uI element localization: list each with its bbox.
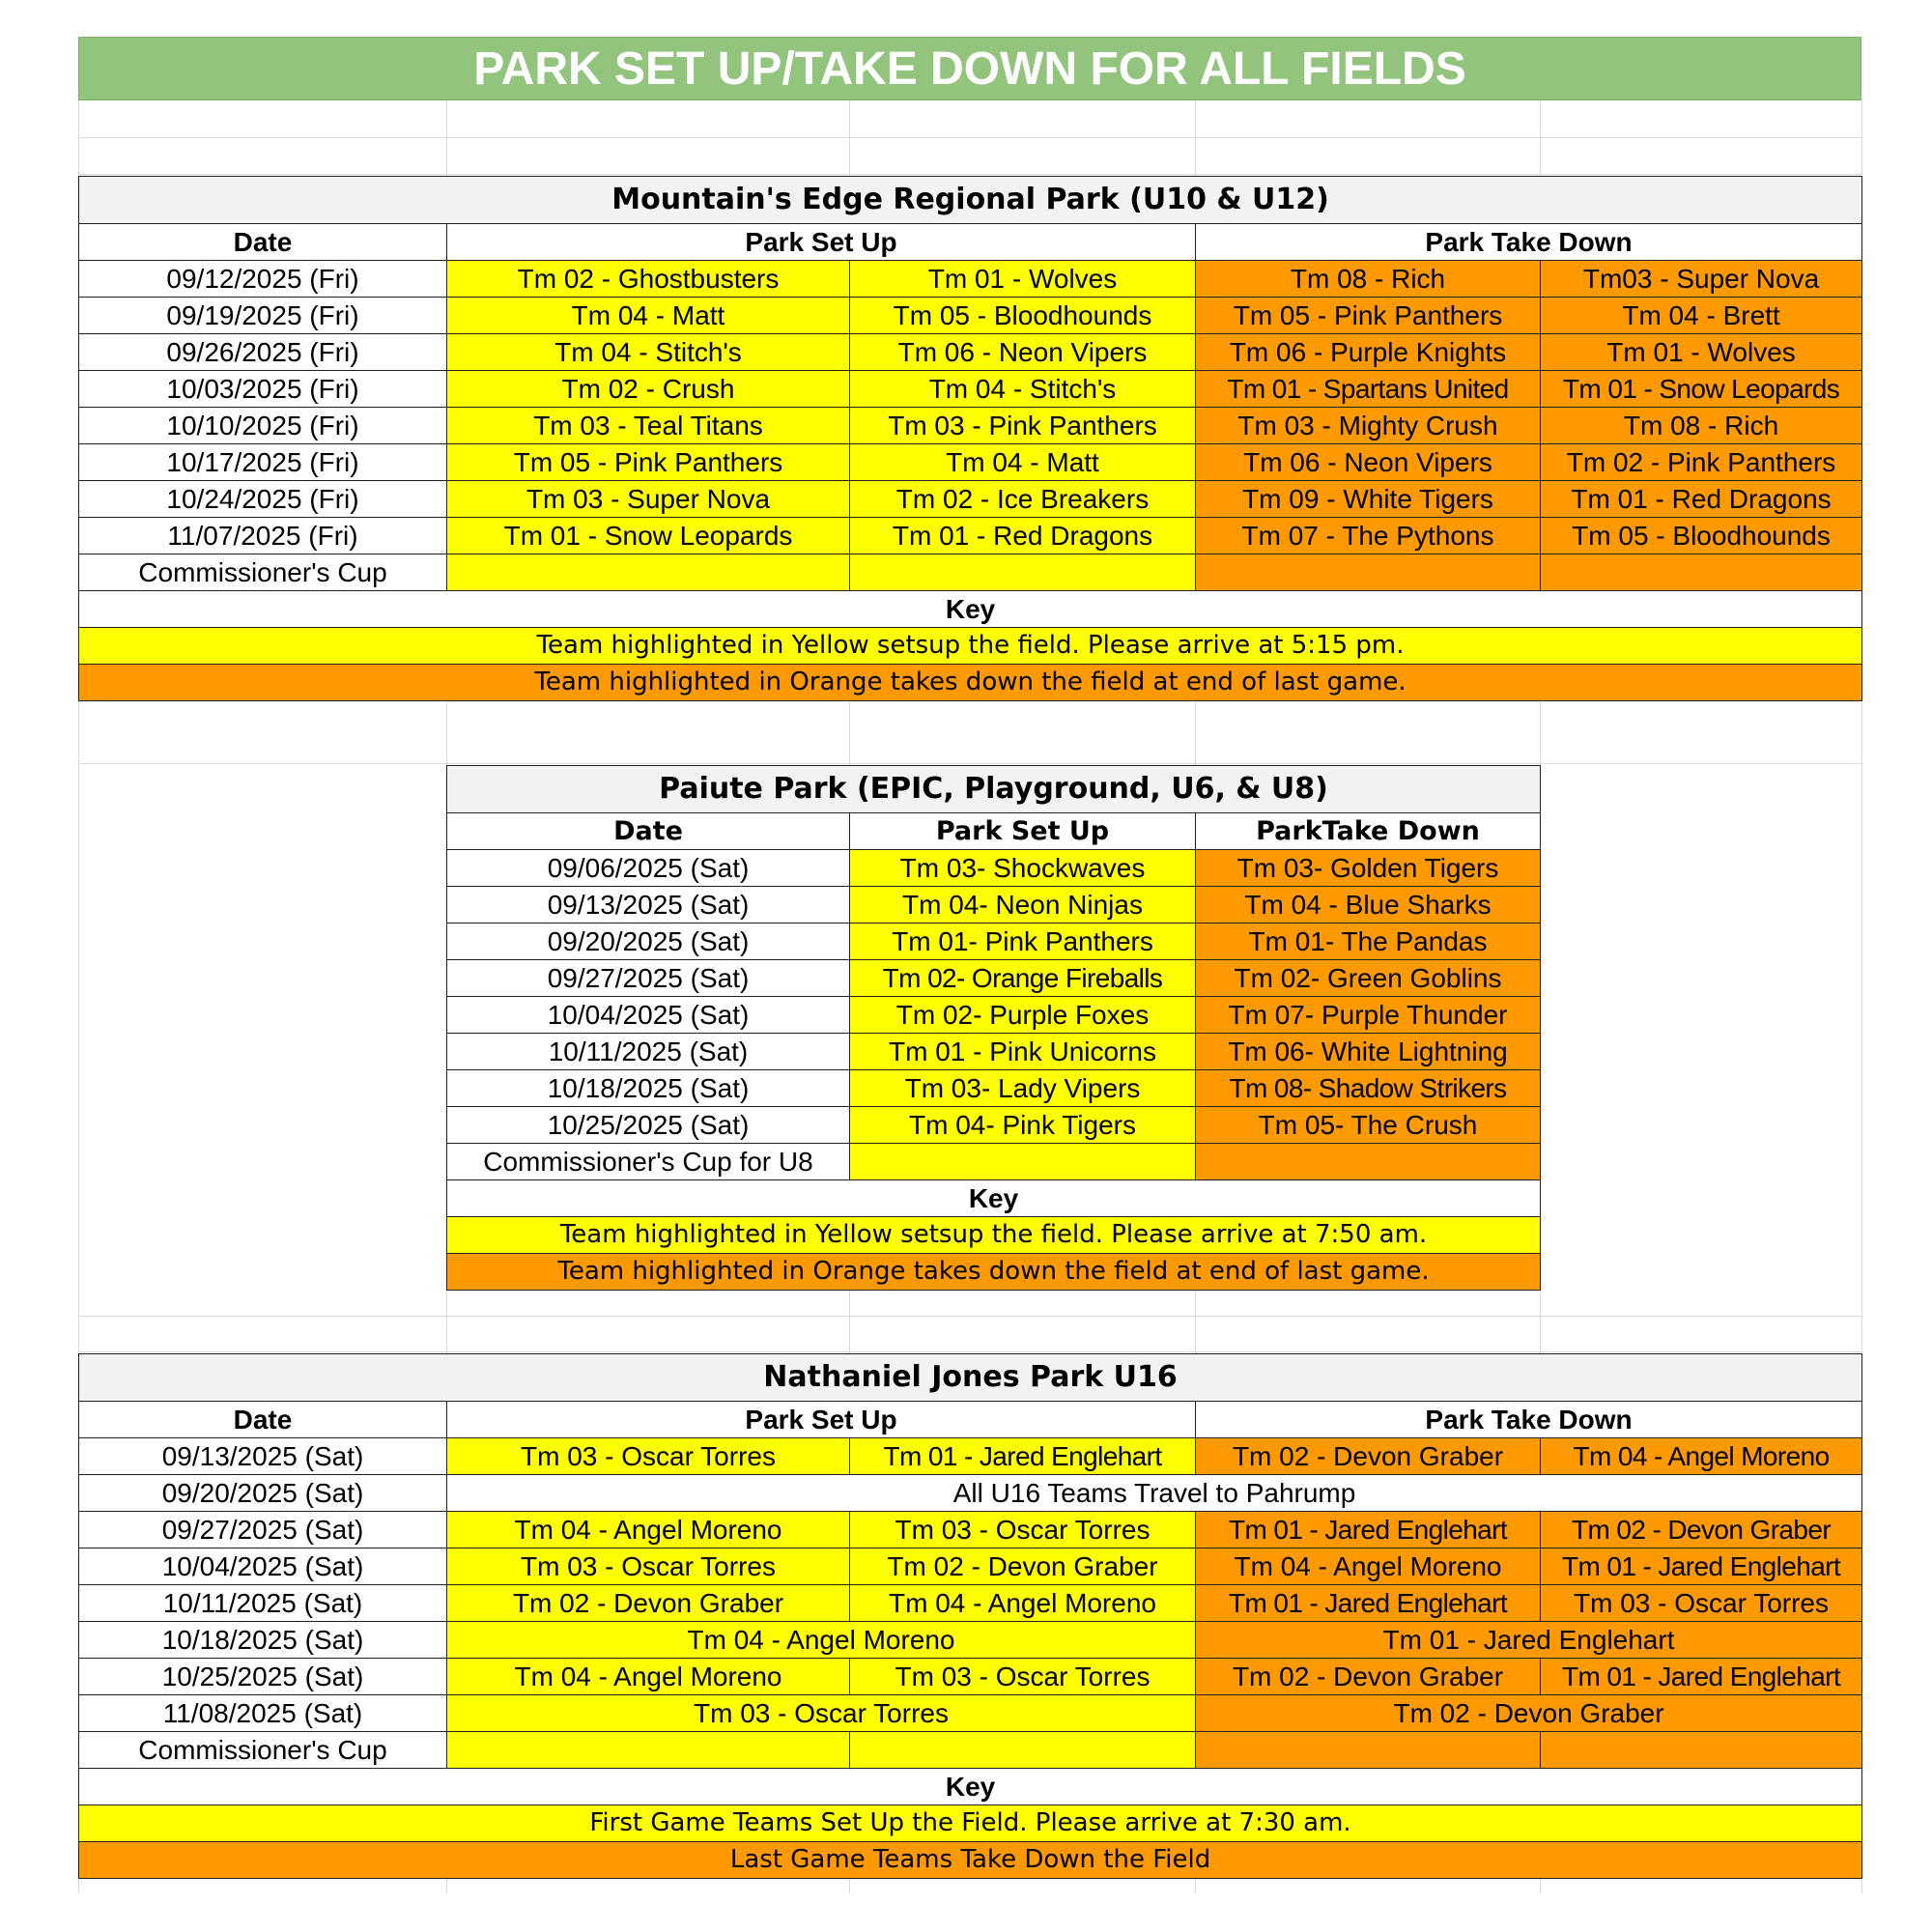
takedown-cell: Tm 04 - Blue Sharks xyxy=(1196,887,1541,923)
date-cell: 09/19/2025 (Fri) xyxy=(79,298,447,334)
setup-cell xyxy=(850,1732,1196,1769)
takedown-cell: Tm 05 - Pink Panthers xyxy=(1196,298,1541,334)
takedown-cell: Tm 03 - Mighty Crush xyxy=(1196,408,1541,444)
setup-cell: Tm 01 - Pink Unicorns xyxy=(850,1034,1196,1070)
setup-cell: Tm 04 - Angel Moreno xyxy=(447,1512,850,1548)
table-row xyxy=(79,554,1862,591)
setup-cell: Tm 03 - Oscar Torres xyxy=(447,1438,850,1475)
table-row xyxy=(79,1659,1862,1695)
nathaniel-jones-table xyxy=(78,1353,1862,1879)
table-row xyxy=(79,1475,1862,1512)
date-cell: 09/20/2025 (Sat) xyxy=(447,923,850,960)
takedown-cell: Tm 08- Shadow Strikers xyxy=(1196,1070,1541,1107)
setup-header: Park Set Up xyxy=(447,1402,1196,1438)
setup-cell: Tm 02 - Crush xyxy=(447,371,850,408)
park-title: Paiute Park (EPIC, Playground, U6, & U8) xyxy=(447,766,1541,813)
setup-header: Park Set Up xyxy=(447,224,1196,261)
table-row xyxy=(79,261,1862,298)
date-cell: Commissioner's Cup for U8 xyxy=(447,1144,850,1180)
date-header: Date xyxy=(79,1402,447,1438)
setup-cell xyxy=(447,1732,850,1769)
key-orange: Last Game Teams Take Down the Field xyxy=(79,1842,1862,1879)
takedown-cell: Tm 01 - Wolves xyxy=(1541,334,1862,371)
paiute-rows xyxy=(447,850,1541,1180)
table-row xyxy=(447,1070,1541,1107)
key-yellow: Team highlighted in Yellow setsup the field. Please arrive at 7:50 am. xyxy=(447,1217,1541,1254)
date-cell: 10/03/2025 (Fri) xyxy=(79,371,447,408)
takedown-cell: Tm 01 - Jared Englehart xyxy=(1196,1512,1541,1548)
takedown-cell: Tm 09 - White Tigers xyxy=(1196,481,1541,518)
takedown-cell: Tm 02 - Pink Panthers xyxy=(1541,444,1862,481)
takedown-cell: Tm 03- Golden Tigers xyxy=(1196,850,1541,887)
table-row xyxy=(447,1034,1541,1070)
setup-cell: Tm 04 - Stitch's xyxy=(447,334,850,371)
setup-cell xyxy=(850,1144,1196,1180)
park-title: Nathaniel Jones Park U16 xyxy=(79,1354,1862,1402)
table-row xyxy=(79,1695,1862,1732)
setup-cell: Tm 02 - Ghostbusters xyxy=(447,261,850,298)
setup-cell: Tm 02- Purple Foxes xyxy=(850,997,1196,1034)
setup-cell: Tm 03 - Super Nova xyxy=(447,481,850,518)
takedown-cell: Tm 01- The Pandas xyxy=(1196,923,1541,960)
takedown-cell: Tm 06 - Neon Vipers xyxy=(1196,444,1541,481)
table-row xyxy=(447,997,1541,1034)
setup-cell: Tm 01 - Red Dragons xyxy=(850,518,1196,554)
setup-cell: Tm 03 - Oscar Torres xyxy=(850,1659,1196,1695)
takedown-cell: Tm 04 - Brett xyxy=(1541,298,1862,334)
key-title: Key xyxy=(79,591,1862,628)
takedown-header: ParkTake Down xyxy=(1196,813,1541,850)
setup-cell: Tm 04 - Angel Moreno xyxy=(447,1622,1196,1659)
date-cell: 10/18/2025 (Sat) xyxy=(447,1070,850,1107)
page-title: PARK SET UP/TAKE DOWN FOR ALL FIELDS xyxy=(78,37,1861,100)
mountains-edge-rows xyxy=(79,261,1862,591)
table-row xyxy=(79,334,1862,371)
takedown-cell: Tm 04 - Angel Moreno xyxy=(1541,1438,1862,1475)
table-row xyxy=(79,1732,1862,1769)
takedown-cell: Tm 05 - Bloodhounds xyxy=(1541,518,1862,554)
table-row xyxy=(447,1144,1541,1180)
setup-cell: Tm 03- Shockwaves xyxy=(850,850,1196,887)
setup-cell: Tm 03 - Oscar Torres xyxy=(447,1548,850,1585)
setup-cell: Tm 05 - Pink Panthers xyxy=(447,444,850,481)
date-cell: 10/18/2025 (Sat) xyxy=(79,1622,447,1659)
date-cell: 09/26/2025 (Fri) xyxy=(79,334,447,371)
date-cell: 09/13/2025 (Sat) xyxy=(447,887,850,923)
setup-cell: Tm 04- Neon Ninjas xyxy=(850,887,1196,923)
date-cell: 09/20/2025 (Sat) xyxy=(79,1475,447,1512)
table-row xyxy=(447,1107,1541,1144)
takedown-cell xyxy=(1541,554,1862,591)
table-row xyxy=(447,960,1541,997)
setup-cell: Tm 06 - Neon Vipers xyxy=(850,334,1196,371)
date-cell: 10/04/2025 (Sat) xyxy=(79,1548,447,1585)
takedown-cell: Tm 06 - Purple Knights xyxy=(1196,334,1541,371)
mountains-edge-table xyxy=(78,176,1862,701)
date-header: Date xyxy=(79,224,447,261)
setup-cell: Tm 03 - Teal Titans xyxy=(447,408,850,444)
takedown-cell: Tm 01 - Jared Englehart xyxy=(1196,1622,1862,1659)
date-cell: Commissioner's Cup xyxy=(79,554,447,591)
takedown-cell: Tm 01 - Snow Leopards xyxy=(1541,371,1862,408)
takedown-header: Park Take Down xyxy=(1196,224,1862,261)
setup-header: Park Set Up xyxy=(850,813,1196,850)
date-cell: Commissioner's Cup xyxy=(79,1732,447,1769)
takedown-cell: Tm 08 - Rich xyxy=(1196,261,1541,298)
date-cell: 09/13/2025 (Sat) xyxy=(79,1438,447,1475)
table-row xyxy=(79,298,1862,334)
setup-cell: Tm 01 - Jared Englehart xyxy=(850,1438,1196,1475)
date-cell: 11/07/2025 (Fri) xyxy=(79,518,447,554)
setup-cell: Tm 04 - Stitch's xyxy=(850,371,1196,408)
setup-cell: Tm 03 - Oscar Torres xyxy=(447,1695,1196,1732)
table-row xyxy=(447,923,1541,960)
takedown-cell: Tm 08 - Rich xyxy=(1541,408,1862,444)
table-row xyxy=(79,1438,1862,1475)
key-orange: Team highlighted in Orange takes down the field at end of last game. xyxy=(447,1254,1541,1291)
setup-cell: Tm 04- Pink Tigers xyxy=(850,1107,1196,1144)
date-cell: 10/11/2025 (Sat) xyxy=(79,1585,447,1622)
paiute-table xyxy=(446,765,1541,1291)
setup-cell: Tm 04 - Matt xyxy=(850,444,1196,481)
key-orange: Team highlighted in Orange takes down the field at end of last game. xyxy=(79,665,1862,701)
date-cell: 10/17/2025 (Fri) xyxy=(79,444,447,481)
takedown-cell: Tm03 - Super Nova xyxy=(1541,261,1862,298)
key-yellow: First Game Teams Set Up the Field. Please arrive at 7:30 am. xyxy=(79,1805,1862,1842)
date-cell: 09/27/2025 (Sat) xyxy=(79,1512,447,1548)
takedown-cell: Tm 07- Purple Thunder xyxy=(1196,997,1541,1034)
date-cell: 10/25/2025 (Sat) xyxy=(447,1107,850,1144)
takedown-cell: Tm 01 - Jared Englehart xyxy=(1196,1585,1541,1622)
table-row xyxy=(447,850,1541,887)
date-cell: 09/12/2025 (Fri) xyxy=(79,261,447,298)
date-cell: 10/25/2025 (Sat) xyxy=(79,1659,447,1695)
date-cell: 11/08/2025 (Sat) xyxy=(79,1695,447,1732)
key-yellow: Team highlighted in Yellow setsup the field. Please arrive at 5:15 pm. xyxy=(79,628,1862,665)
setup-cell: Tm 03 - Oscar Torres xyxy=(850,1512,1196,1548)
date-header: Date xyxy=(447,813,850,850)
takedown-cell: Tm 01 - Red Dragons xyxy=(1541,481,1862,518)
table-row xyxy=(79,1512,1862,1548)
date-cell: 10/11/2025 (Sat) xyxy=(447,1034,850,1070)
table-row xyxy=(79,408,1862,444)
setup-cell: Tm 02- Orange Fireballs xyxy=(850,960,1196,997)
setup-cell: Tm 02 - Devon Graber xyxy=(447,1585,850,1622)
date-cell: 10/24/2025 (Fri) xyxy=(79,481,447,518)
setup-cell: Tm 03 - Pink Panthers xyxy=(850,408,1196,444)
takedown-cell: Tm 01 - Jared Englehart xyxy=(1541,1548,1862,1585)
takedown-cell: Tm 02 - Devon Graber xyxy=(1196,1695,1862,1732)
takedown-header: Park Take Down xyxy=(1196,1402,1862,1438)
setup-cell xyxy=(447,554,850,591)
table-row xyxy=(447,887,1541,923)
setup-cell xyxy=(850,554,1196,591)
takedown-cell: Tm 01 - Jared Englehart xyxy=(1541,1659,1862,1695)
setup-cell: Tm 01- Pink Panthers xyxy=(850,923,1196,960)
date-cell: 10/10/2025 (Fri) xyxy=(79,408,447,444)
takedown-cell xyxy=(1541,1732,1862,1769)
takedown-cell: Tm 06- White Lightning xyxy=(1196,1034,1541,1070)
takedown-cell: Tm 02- Green Goblins xyxy=(1196,960,1541,997)
setup-cell: Tm 04 - Matt xyxy=(447,298,850,334)
table-row xyxy=(79,1548,1862,1585)
travel-note: All U16 Teams Travel to Pahrump xyxy=(447,1475,1862,1512)
table-row xyxy=(79,481,1862,518)
setup-cell: Tm 02 - Devon Graber xyxy=(850,1548,1196,1585)
date-cell: 10/04/2025 (Sat) xyxy=(447,997,850,1034)
takedown-cell: Tm 02 - Devon Graber xyxy=(1196,1659,1541,1695)
setup-cell: Tm 03- Lady Vipers xyxy=(850,1070,1196,1107)
setup-cell: Tm 02 - Ice Breakers xyxy=(850,481,1196,518)
setup-cell: Tm 01 - Snow Leopards xyxy=(447,518,850,554)
takedown-cell: Tm 02 - Devon Graber xyxy=(1196,1438,1541,1475)
table-row xyxy=(79,518,1862,554)
date-cell: 09/06/2025 (Sat) xyxy=(447,850,850,887)
setup-cell: Tm 01 - Wolves xyxy=(850,261,1196,298)
takedown-cell xyxy=(1196,1732,1541,1769)
takedown-cell: Tm 07 - The Pythons xyxy=(1196,518,1541,554)
takedown-cell: Tm 05- The Crush xyxy=(1196,1107,1541,1144)
takedown-cell xyxy=(1196,1144,1541,1180)
key-title: Key xyxy=(79,1769,1862,1805)
setup-cell: Tm 05 - Bloodhounds xyxy=(850,298,1196,334)
setup-cell: Tm 04 - Angel Moreno xyxy=(850,1585,1196,1622)
takedown-cell: Tm 01 - Spartans United xyxy=(1196,371,1541,408)
nathaniel-rows xyxy=(79,1438,1862,1769)
takedown-cell: Tm 04 - Angel Moreno xyxy=(1196,1548,1541,1585)
table-row xyxy=(79,1585,1862,1622)
takedown-cell: Tm 02 - Devon Graber xyxy=(1541,1512,1862,1548)
date-cell: 09/27/2025 (Sat) xyxy=(447,960,850,997)
takedown-cell xyxy=(1196,554,1541,591)
table-row xyxy=(79,1622,1862,1659)
table-row xyxy=(79,371,1862,408)
park-title: Mountain's Edge Regional Park (U10 & U12) xyxy=(79,177,1862,224)
table-row xyxy=(79,444,1862,481)
takedown-cell: Tm 03 - Oscar Torres xyxy=(1541,1585,1862,1622)
setup-cell: Tm 04 - Angel Moreno xyxy=(447,1659,850,1695)
key-title: Key xyxy=(447,1180,1541,1217)
